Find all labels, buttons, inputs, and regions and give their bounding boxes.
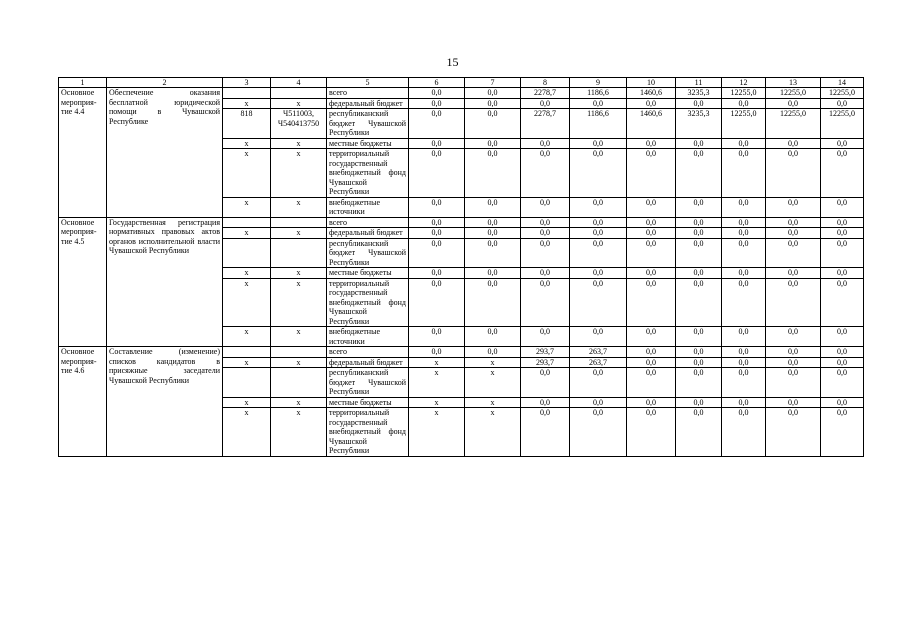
amount-cell: 0,0 [821,217,864,228]
amount-cell: 0,0 [722,357,766,368]
amount-cell: 0,0 [627,357,676,368]
amount-cell: 0,0 [821,357,864,368]
amount-cell: 0,0 [409,278,465,327]
amount-cell: 0,0 [627,397,676,408]
amount-cell: 0,0 [570,217,627,228]
amount-cell: 0,0 [766,98,821,109]
responsible-code-cell: x [223,197,271,217]
amount-cell: 0,0 [722,228,766,239]
amount-cell: 3235,3 [676,88,722,99]
budget-code-cell: x [271,228,327,239]
funding-source-cell: федеральный бюджет [327,98,409,109]
amount-cell: 263,7 [570,357,627,368]
responsible-code-cell: x [223,408,271,457]
amount-cell: 0,0 [821,98,864,109]
amount-cell: 12255,0 [722,88,766,99]
funding-source-cell: федеральный бюджет [327,228,409,239]
amount-cell: 0,0 [766,278,821,327]
amount-cell: 0,0 [722,347,766,358]
amount-cell: 2278,7 [521,109,570,139]
amount-cell: 0,0 [521,327,570,347]
amount-cell: 0,0 [521,408,570,457]
amount-cell: 0,0 [676,228,722,239]
amount-cell: 0,0 [766,408,821,457]
amount-cell: 0,0 [570,138,627,149]
amount-cell: 0,0 [766,397,821,408]
amount-cell: 0,0 [722,238,766,268]
budget-code-cell: x [271,408,327,457]
budget-table [58,77,864,457]
amount-cell: 0,0 [570,149,627,198]
amount-cell: 0,0 [676,327,722,347]
amount-cell: 3235,3 [676,109,722,139]
amount-cell: 0,0 [570,98,627,109]
amount-cell: x [465,368,521,398]
amount-cell: x [409,368,465,398]
amount-cell: 0,0 [409,228,465,239]
amount-cell: 0,0 [521,138,570,149]
amount-cell: 0,0 [676,408,722,457]
header-cell: 2 [107,78,223,88]
budget-code-cell [271,88,327,99]
amount-cell: 0,0 [676,357,722,368]
amount-cell: 0,0 [521,368,570,398]
header-cell: 14 [821,78,864,88]
budget-code-cell: x [271,197,327,217]
header-cell: 7 [465,78,521,88]
responsible-code-cell [223,238,271,268]
amount-cell: 0,0 [766,357,821,368]
amount-cell: 0,0 [409,327,465,347]
amount-cell: 0,0 [821,347,864,358]
funding-source-cell: территориальный государственный внебюджетный фонд Чувашской Республики [327,149,409,198]
amount-cell: 0,0 [627,238,676,268]
amount-cell: 0,0 [766,368,821,398]
amount-cell: 0,0 [570,397,627,408]
amount-cell: 0,0 [627,278,676,327]
header-cell: 6 [409,78,465,88]
amount-cell: 0,0 [521,98,570,109]
amount-cell: 0,0 [821,408,864,457]
responsible-code-cell [223,368,271,398]
amount-cell: 0,0 [570,278,627,327]
table-row [59,347,864,358]
responsible-code-cell: x [223,278,271,327]
amount-cell: 0,0 [627,138,676,149]
amount-cell: 293,7 [521,347,570,358]
header-cell: 11 [676,78,722,88]
amount-cell: 0,0 [465,278,521,327]
amount-cell: 0,0 [627,408,676,457]
activity-label: Основное мероприя-тие 4.5 [59,217,107,347]
amount-cell: 0,0 [570,368,627,398]
amount-cell: 0,0 [821,238,864,268]
amount-cell: 0,0 [570,238,627,268]
amount-cell: 0,0 [676,238,722,268]
amount-cell: 12255,0 [722,109,766,139]
amount-cell: 0,0 [676,138,722,149]
amount-cell: 0,0 [465,217,521,228]
funding-source-cell: всего [327,217,409,228]
amount-cell: 0,0 [627,149,676,198]
amount-cell: 0,0 [409,238,465,268]
amount-cell: 0,0 [676,268,722,279]
funding-source-cell: всего [327,347,409,358]
page-number: 15 [446,55,459,69]
funding-source-cell: территориальный государственный внебюджетный фонд Чувашской Республики [327,278,409,327]
amount-cell: 0,0 [766,238,821,268]
amount-cell: 0,0 [521,268,570,279]
amount-cell: 0,0 [676,217,722,228]
amount-cell: 0,0 [676,368,722,398]
amount-cell: 0,0 [722,98,766,109]
amount-cell: 1460,6 [627,88,676,99]
amount-cell: 0,0 [570,327,627,347]
amount-cell: 0,0 [465,138,521,149]
responsible-code-cell: x [223,149,271,198]
amount-cell: 0,0 [676,397,722,408]
header-cell: 9 [570,78,627,88]
budget-code-cell: x [271,327,327,347]
amount-cell: 0,0 [465,149,521,198]
amount-cell: 0,0 [465,88,521,99]
budget-code-cell [271,217,327,228]
responsible-code-cell: x [223,327,271,347]
amount-cell: 1186,6 [570,109,627,139]
budget-code-cell: x [271,98,327,109]
amount-cell: 0,0 [409,98,465,109]
amount-cell: 0,0 [627,197,676,217]
amount-cell: 0,0 [521,217,570,228]
funding-source-cell: республиканский бюджет Чувашской Республики [327,238,409,268]
funding-source-cell: внебюджетные источники [327,197,409,217]
budget-code-cell: x [271,357,327,368]
amount-cell: 0,0 [570,268,627,279]
header-cell: 10 [627,78,676,88]
amount-cell: 0,0 [766,197,821,217]
header-cell: 1 [59,78,107,88]
responsible-code-cell: x [223,268,271,279]
header-cell: 8 [521,78,570,88]
amount-cell: 0,0 [627,327,676,347]
amount-cell: 0,0 [465,268,521,279]
funding-source-cell: территориальный государственный внебюджетный фонд Чувашской Республики [327,408,409,457]
budget-code-cell [271,238,327,268]
header-row [59,78,864,88]
amount-cell: 0,0 [722,217,766,228]
amount-cell: 0,0 [465,228,521,239]
responsible-code-cell [223,217,271,228]
amount-cell: 0,0 [722,368,766,398]
amount-cell: 0,0 [627,368,676,398]
funding-source-cell: республиканский бюджет Чувашской Республики [327,109,409,139]
budget-code-cell [271,368,327,398]
header-cell: 3 [223,78,271,88]
amount-cell: 0,0 [465,347,521,358]
funding-source-cell: всего [327,88,409,99]
activity-description: Государственная регистрация нормативных правовых актов органов исполнительной власти Чувашской Республики [107,217,223,347]
header-cell: 12 [722,78,766,88]
activity-description: Составление (изменение) списков кандидатов в присяжные заседатели Чувашской Республики [107,347,223,457]
budget-code-cell: Ч511003, Ч540413750 [271,109,327,139]
amount-cell: x [409,357,465,368]
amount-cell: 0,0 [676,98,722,109]
amount-cell: 0,0 [766,268,821,279]
amount-cell: 0,0 [570,228,627,239]
amount-cell: 0,0 [409,217,465,228]
activity-label: Основное мероприя-тие 4.4 [59,88,107,218]
budget-code-cell: x [271,278,327,327]
responsible-code-cell [223,347,271,358]
amount-cell: 0,0 [722,408,766,457]
responsible-code-cell: 818 [223,109,271,139]
amount-cell: 0,0 [766,347,821,358]
amount-cell: 0,0 [570,408,627,457]
amount-cell: 12255,0 [821,109,864,139]
amount-cell: 0,0 [676,278,722,327]
amount-cell: 0,0 [627,347,676,358]
amount-cell: 0,0 [821,327,864,347]
responsible-code-cell: x [223,397,271,408]
amount-cell: 0,0 [409,197,465,217]
amount-cell: 0,0 [521,228,570,239]
amount-cell: 0,0 [465,238,521,268]
responsible-code-cell: x [223,98,271,109]
amount-cell: 0,0 [521,278,570,327]
responsible-code-cell: x [223,357,271,368]
budget-code-cell: x [271,397,327,408]
budget-code-cell: x [271,149,327,198]
amount-cell: 0,0 [766,217,821,228]
amount-cell: 0,0 [722,278,766,327]
amount-cell: 0,0 [409,149,465,198]
amount-cell: 0,0 [722,149,766,198]
amount-cell: 263,7 [570,347,627,358]
amount-cell: 0,0 [465,109,521,139]
amount-cell: 0,0 [821,368,864,398]
amount-cell: x [409,397,465,408]
amount-cell: 2278,7 [521,88,570,99]
amount-cell: 0,0 [521,149,570,198]
amount-cell: 0,0 [409,347,465,358]
amount-cell: 12255,0 [821,88,864,99]
amount-cell: 293,7 [521,357,570,368]
amount-cell: 0,0 [627,217,676,228]
amount-cell: 0,0 [627,228,676,239]
budget-code-cell [271,347,327,358]
amount-cell: 0,0 [766,149,821,198]
amount-cell: 0,0 [409,109,465,139]
amount-cell: 0,0 [465,98,521,109]
amount-cell: x [465,408,521,457]
amount-cell: 0,0 [766,228,821,239]
amount-cell: 0,0 [627,98,676,109]
funding-source-cell: республиканский бюджет Чувашской Республики [327,368,409,398]
amount-cell: 1186,6 [570,88,627,99]
responsible-code-cell [223,88,271,99]
amount-cell: 0,0 [722,327,766,347]
amount-cell: 0,0 [821,397,864,408]
amount-cell: 0,0 [722,397,766,408]
amount-cell: 1460,6 [627,109,676,139]
amount-cell: x [465,397,521,408]
amount-cell: 0,0 [409,88,465,99]
amount-cell: 0,0 [676,149,722,198]
header-cell: 13 [766,78,821,88]
amount-cell: 0,0 [409,268,465,279]
funding-source-cell: местные бюджеты [327,138,409,149]
responsible-code-cell: x [223,138,271,149]
amount-cell: 0,0 [766,138,821,149]
amount-cell: x [465,357,521,368]
amount-cell: 12255,0 [766,109,821,139]
amount-cell: 0,0 [766,327,821,347]
budget-code-cell: x [271,268,327,279]
amount-cell: 0,0 [521,197,570,217]
amount-cell: 0,0 [465,327,521,347]
budget-code-cell: x [271,138,327,149]
amount-cell: 0,0 [676,197,722,217]
amount-cell: 0,0 [821,228,864,239]
activity-label: Основное мероприя-тие 4.6 [59,347,107,457]
amount-cell: 0,0 [465,197,521,217]
amount-cell: 0,0 [627,268,676,279]
funding-source-cell: местные бюджеты [327,268,409,279]
table-row [59,88,864,99]
amount-cell: 0,0 [521,397,570,408]
header-cell: 4 [271,78,327,88]
amount-cell: 0,0 [409,138,465,149]
amount-cell: 0,0 [821,149,864,198]
funding-source-cell: местные бюджеты [327,397,409,408]
amount-cell: x [409,408,465,457]
amount-cell: 0,0 [570,197,627,217]
activity-description: Обеспечение оказания бесплатной юридической помощи в Чувашской Республике [107,88,223,218]
amount-cell: 0,0 [722,268,766,279]
amount-cell: 0,0 [722,138,766,149]
amount-cell: 0,0 [722,197,766,217]
amount-cell: 0,0 [676,347,722,358]
funding-source-cell: внебюджетные источники [327,327,409,347]
amount-cell: 0,0 [821,268,864,279]
amount-cell: 12255,0 [766,88,821,99]
amount-cell: 0,0 [521,238,570,268]
responsible-code-cell: x [223,228,271,239]
amount-cell: 0,0 [821,138,864,149]
header-cell: 5 [327,78,409,88]
table-row [59,217,864,228]
funding-source-cell: федеральный бюджет [327,357,409,368]
amount-cell: 0,0 [821,278,864,327]
amount-cell: 0,0 [821,197,864,217]
